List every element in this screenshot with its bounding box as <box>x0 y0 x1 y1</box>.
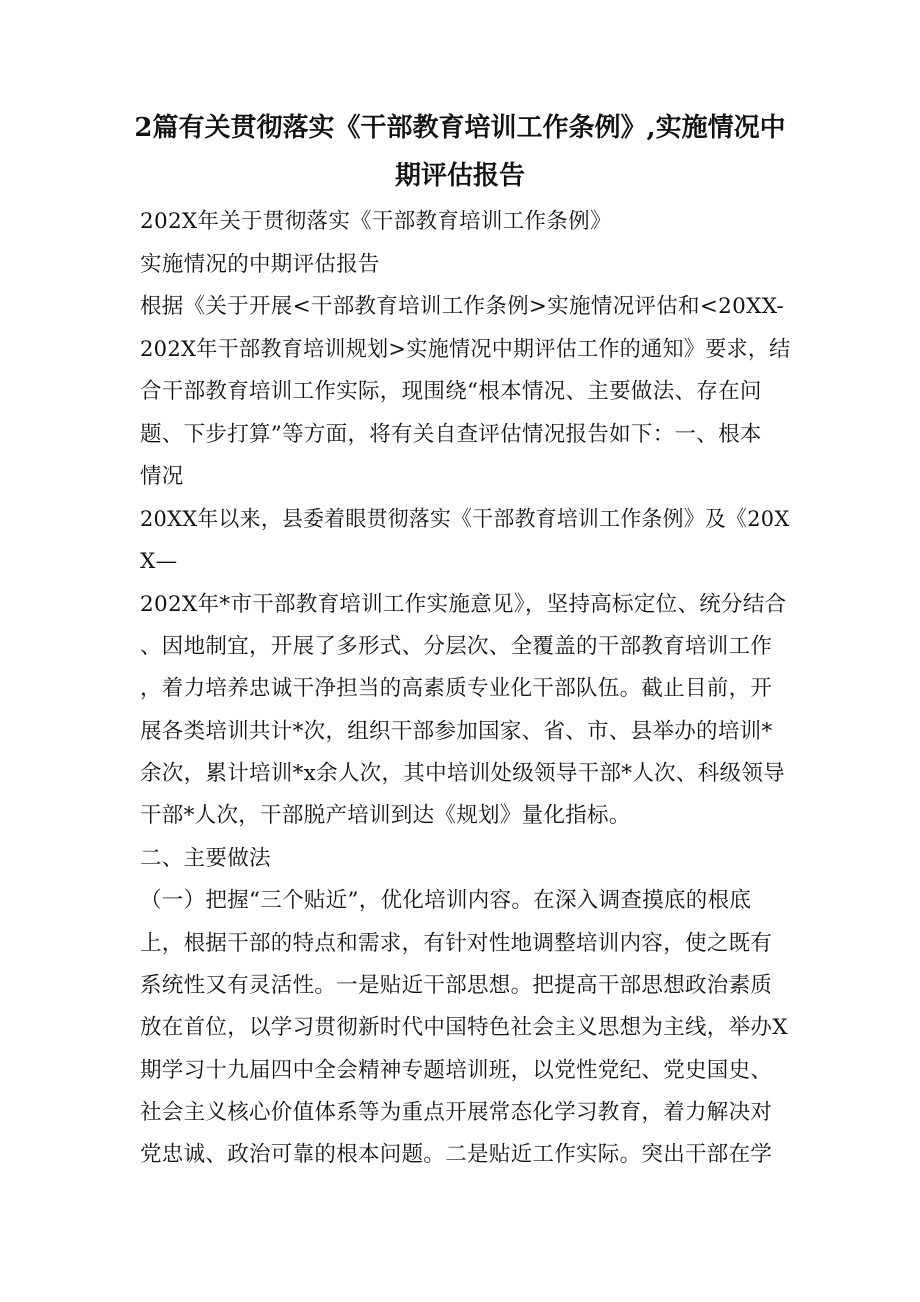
body-line-10: 202X年*市干部教育培训工作实施意见》，坚持高标定位、统分结合 <box>140 592 787 617</box>
body-line-11: 、因地制宜，开展了多形式、分层次、全覆盖的干部教育培训工作 <box>140 634 773 659</box>
body-line-6: 题、下步打算”等方面，将有关自查评估情况报告如下：一、根本 <box>140 422 762 447</box>
body-line-19: 系统性又有灵活性。一是贴近干部思想。把提高干部思想政治素质 <box>140 973 773 998</box>
body-line-3: 根据《关于开展<干部教育培训工作条例>实施情况评估和<20XX- <box>140 294 785 319</box>
body-line-2: 实施情况的中期评估报告 <box>140 252 380 277</box>
body-line-20: 放在首位，以学习贯彻新时代中国特色社会主义思想为主线，举办X <box>140 1015 788 1040</box>
body-line-1: 202X年关于贯彻落实《干部教育培训工作条例》 <box>140 209 612 234</box>
body-line-16: 二、主要做法 <box>140 846 271 871</box>
document-title-line-1: 2篇有关贯彻落实《干部教育培训工作条例》,实施情况中 <box>134 113 786 143</box>
body-line-7: 情况 <box>140 464 184 489</box>
body-line-4: 202X年干部教育培训规划>实施情况中期评估工作的通知》要求，结 <box>140 337 791 362</box>
body-line-8: 20XX年以来，县委着眼贯彻落实《干部教育培训工作条例》及《20X <box>140 507 790 532</box>
document-title-line-2: 期评估报告 <box>394 161 525 191</box>
body-line-18: 上，根据干部的特点和需求，有针对性地调整培训内容，使之既有 <box>140 931 773 956</box>
body-line-15: 干部*人次，干部脱产培训到达《规划》量化指标。 <box>140 803 631 828</box>
body-line-22: 社会主义核心价值体系等为重点开展常态化学习教育，着力解决对 <box>140 1100 773 1125</box>
body-line-13: 展各类培训共计*次，组织干部参加国家、省、市、县举办的培训* <box>140 719 773 744</box>
body-line-23: 党忠诚、政治可靠的根本问题。二是贴近工作实际。突出干部在学 <box>140 1142 773 1167</box>
body-line-9: X— <box>140 549 178 574</box>
body-line-17: （一）把握“三个贴近”，优化培训内容。在深入调查摸底的根底 <box>140 888 752 913</box>
body-line-21: 期学习十九届四中全会精神专题培训班，以党性党纪、党史国史、 <box>140 1058 773 1083</box>
body-line-14: 余次，累计培训*x余人次，其中培训处级领导干部*人次、科级领导 <box>140 761 785 786</box>
body-line-5: 合干部教育培训工作实际，现围绕“根本情况、主要做法、存在问 <box>140 379 762 404</box>
body-line-12: ，着力培养忠诚干净担当的高素质专业化干部队伍。截止目前，开 <box>140 676 773 701</box>
